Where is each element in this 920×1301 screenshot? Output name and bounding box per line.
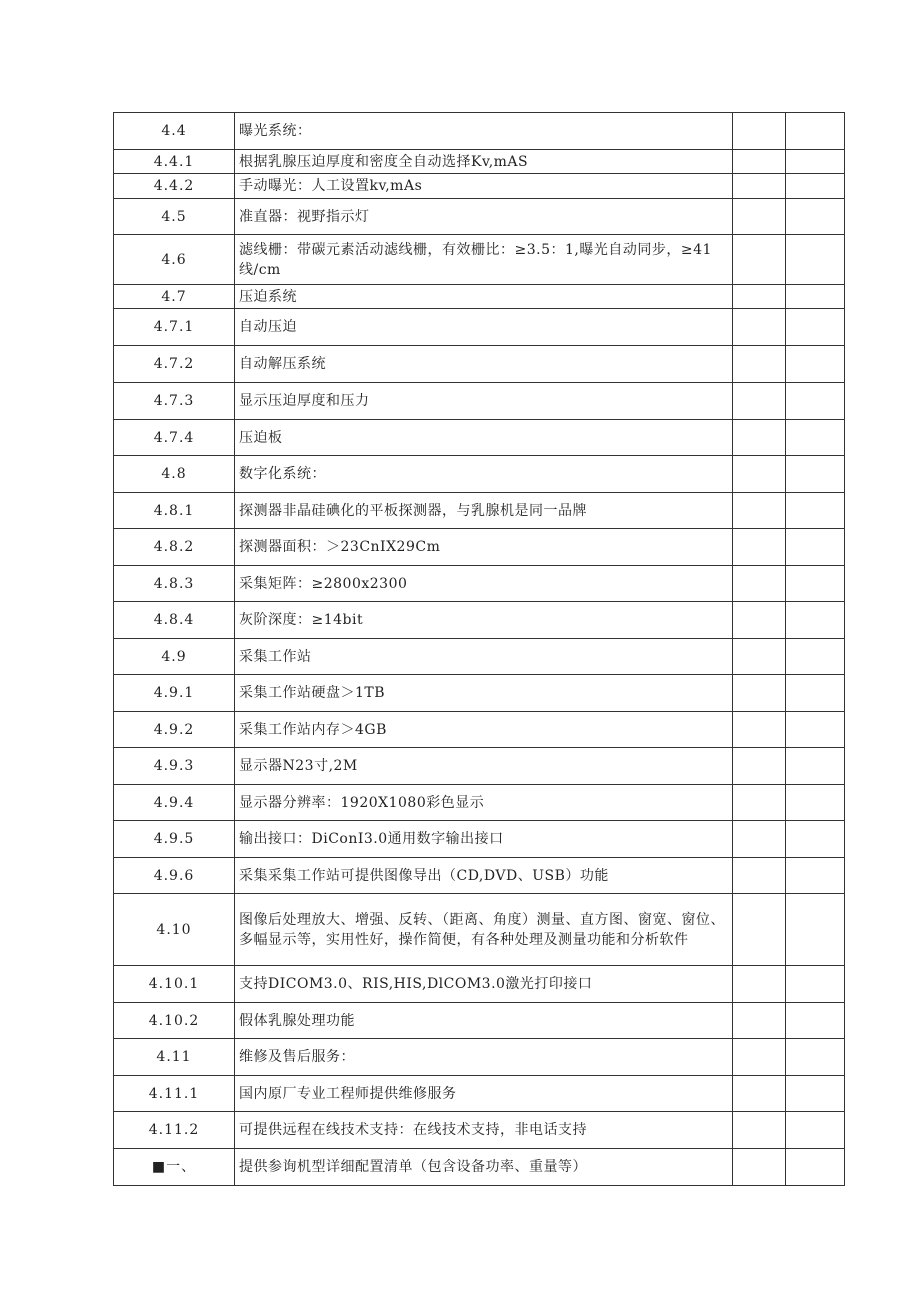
empty-cell xyxy=(786,602,845,639)
item-number: 4.8.3 xyxy=(114,566,235,602)
empty-cell xyxy=(733,602,786,639)
item-number: 4.10 xyxy=(114,894,235,966)
item-description: 灰阶深度：≥14bit xyxy=(235,602,733,639)
empty-cell xyxy=(786,174,845,199)
table-row xyxy=(114,285,845,309)
table-row xyxy=(114,858,845,894)
empty-cell xyxy=(733,675,786,712)
table-row xyxy=(114,1112,845,1149)
item-number: 4.11.2 xyxy=(114,1112,235,1149)
empty-cell xyxy=(733,346,786,383)
item-number: 4.11.1 xyxy=(114,1076,235,1112)
empty-cell xyxy=(786,712,845,748)
table-row xyxy=(114,602,845,639)
table-row xyxy=(114,712,845,748)
table-row xyxy=(114,493,845,529)
empty-cell xyxy=(786,113,845,150)
empty-cell xyxy=(733,1076,786,1112)
empty-cell xyxy=(786,894,845,966)
item-number: 4.11 xyxy=(114,1039,235,1076)
item-number: 4.10.1 xyxy=(114,966,235,1003)
item-number: 4.8 xyxy=(114,456,235,493)
item-number: 4.9.1 xyxy=(114,675,235,712)
item-description: 维修及售后服务： xyxy=(235,1039,733,1076)
empty-cell xyxy=(786,529,845,566)
table-row xyxy=(114,1003,845,1039)
empty-cell xyxy=(733,285,786,309)
empty-cell xyxy=(786,639,845,675)
empty-cell xyxy=(733,821,786,858)
item-description: 国内原厂专业工程师提供维修服务 xyxy=(235,1076,733,1112)
item-number: 4.5 xyxy=(114,199,235,235)
item-description: 自动解压系统 xyxy=(235,346,733,383)
item-number: 4.8.4 xyxy=(114,602,235,639)
item-description: 显示器分辨率：1920X1080彩色显示 xyxy=(235,785,733,821)
item-description: 压迫系统 xyxy=(235,285,733,309)
empty-cell xyxy=(733,174,786,199)
item-description: 自动压迫 xyxy=(235,309,733,346)
item-description: 可提供远程在线技术支持：在线技术支持，非电话支持 xyxy=(235,1112,733,1149)
item-description: 探测器非晶硅碘化的平板探测器，与乳腺机是同一品牌 xyxy=(235,493,733,529)
empty-cell xyxy=(733,639,786,675)
empty-cell xyxy=(733,894,786,966)
table-row xyxy=(114,174,845,199)
item-description: 采集工作站硬盘＞1TB xyxy=(235,675,733,712)
empty-cell xyxy=(786,1112,845,1149)
item-number: 4.7.1 xyxy=(114,309,235,346)
item-description: 显示器N23寸,2M xyxy=(235,748,733,785)
table-row xyxy=(114,566,845,602)
item-number: 4.9.6 xyxy=(114,858,235,894)
empty-cell xyxy=(733,309,786,346)
item-description: 提供参询机型详细配置清单（包含设备功率、重量等） xyxy=(235,1149,733,1186)
table-row xyxy=(114,150,845,174)
empty-cell xyxy=(786,566,845,602)
spec-table xyxy=(113,112,845,1186)
item-number: 4.7.4 xyxy=(114,420,235,456)
table-row xyxy=(114,1149,845,1186)
item-description: 支持DICOM3.0、RIS,HIS,DlCOM3.0激光打印接口 xyxy=(235,966,733,1003)
item-description: 根据乳腺压迫厚度和密度全自动选择Kv,mAS xyxy=(235,150,733,174)
item-description: 准直器：视野指示灯 xyxy=(235,199,733,235)
empty-cell xyxy=(786,420,845,456)
table-row xyxy=(114,748,845,785)
empty-cell xyxy=(733,493,786,529)
table-row xyxy=(114,785,845,821)
item-number: 4.9.4 xyxy=(114,785,235,821)
empty-cell xyxy=(733,785,786,821)
table-row xyxy=(114,420,845,456)
empty-cell xyxy=(786,821,845,858)
spec-table-body xyxy=(114,113,845,1186)
item-description: 探测器面积：＞23CnIX29Cm xyxy=(235,529,733,566)
empty-cell xyxy=(786,235,845,285)
item-number: 4.9.5 xyxy=(114,821,235,858)
item-number: 4.8.2 xyxy=(114,529,235,566)
empty-cell xyxy=(733,1039,786,1076)
item-number: 4.7 xyxy=(114,285,235,309)
empty-cell xyxy=(786,309,845,346)
table-row xyxy=(114,529,845,566)
empty-cell xyxy=(733,456,786,493)
empty-cell xyxy=(733,712,786,748)
empty-cell xyxy=(733,1003,786,1039)
empty-cell xyxy=(786,1149,845,1186)
empty-cell xyxy=(733,529,786,566)
empty-cell xyxy=(733,420,786,456)
item-description: 采集采集工作站可提供图像导出（CD,DVD、USB）功能 xyxy=(235,858,733,894)
empty-cell xyxy=(786,966,845,1003)
empty-cell xyxy=(733,383,786,420)
item-description: 图像后处理放大、增强、反转、（距离、角度）测量、直方图、窗宽、窗位、多幅显示等，实用性好，操作简便，有各种处理及测量功能和分析软件 xyxy=(235,894,733,966)
item-number: 4.9 xyxy=(114,639,235,675)
empty-cell xyxy=(786,1039,845,1076)
item-number: 4.4.1 xyxy=(114,150,235,174)
empty-cell xyxy=(786,1003,845,1039)
empty-cell xyxy=(786,199,845,235)
item-description: 采集工作站 xyxy=(235,639,733,675)
empty-cell xyxy=(786,493,845,529)
empty-cell xyxy=(786,346,845,383)
item-number: 4.10.2 xyxy=(114,1003,235,1039)
item-number: 4.4.2 xyxy=(114,174,235,199)
item-description: 数字化系统： xyxy=(235,456,733,493)
empty-cell xyxy=(733,566,786,602)
item-number: 4.4 xyxy=(114,113,235,150)
table-row xyxy=(114,235,845,285)
table-row xyxy=(114,456,845,493)
empty-cell xyxy=(733,150,786,174)
empty-cell xyxy=(786,150,845,174)
item-number: 4.8.1 xyxy=(114,493,235,529)
item-description: 假体乳腺处理功能 xyxy=(235,1003,733,1039)
item-number: 4.9.2 xyxy=(114,712,235,748)
table-row xyxy=(114,346,845,383)
empty-cell xyxy=(786,858,845,894)
empty-cell xyxy=(733,748,786,785)
item-description: 曝光系统： xyxy=(235,113,733,150)
empty-cell xyxy=(733,199,786,235)
item-description: 显示压迫厚度和压力 xyxy=(235,383,733,420)
empty-cell xyxy=(786,1076,845,1112)
item-number: 4.6 xyxy=(114,235,235,285)
empty-cell xyxy=(786,785,845,821)
empty-cell xyxy=(786,456,845,493)
empty-cell xyxy=(733,1112,786,1149)
item-number: 4.9.3 xyxy=(114,748,235,785)
table-row xyxy=(114,199,845,235)
empty-cell xyxy=(733,113,786,150)
table-row xyxy=(114,821,845,858)
empty-cell xyxy=(786,285,845,309)
empty-cell xyxy=(733,1149,786,1186)
item-description: 手动曝光：人工设置kv,mAs xyxy=(235,174,733,199)
item-description: 采集工作站内存＞4GB xyxy=(235,712,733,748)
table-row xyxy=(114,639,845,675)
empty-cell xyxy=(733,235,786,285)
item-number: ■一、 xyxy=(114,1149,235,1186)
item-number: 4.7.2 xyxy=(114,346,235,383)
item-description: 输出接口：DiConI3.0通用数字输出接口 xyxy=(235,821,733,858)
item-description: 滤线栅：带碳元素活动滤线栅，有效栅比：≥3.5：1,曝光自动同步，≥41线/cm xyxy=(235,235,733,285)
table-row xyxy=(114,966,845,1003)
item-description: 采集矩阵：≥2800x2300 xyxy=(235,566,733,602)
empty-cell xyxy=(786,383,845,420)
item-number: 4.7.3 xyxy=(114,383,235,420)
item-description: 压迫板 xyxy=(235,420,733,456)
table-row xyxy=(114,383,845,420)
table-row xyxy=(114,675,845,712)
table-row xyxy=(114,309,845,346)
empty-cell xyxy=(786,748,845,785)
empty-cell xyxy=(733,966,786,1003)
table-row xyxy=(114,1076,845,1112)
table-row xyxy=(114,113,845,150)
empty-cell xyxy=(786,675,845,712)
table-row xyxy=(114,894,845,966)
empty-cell xyxy=(733,858,786,894)
table-row xyxy=(114,1039,845,1076)
